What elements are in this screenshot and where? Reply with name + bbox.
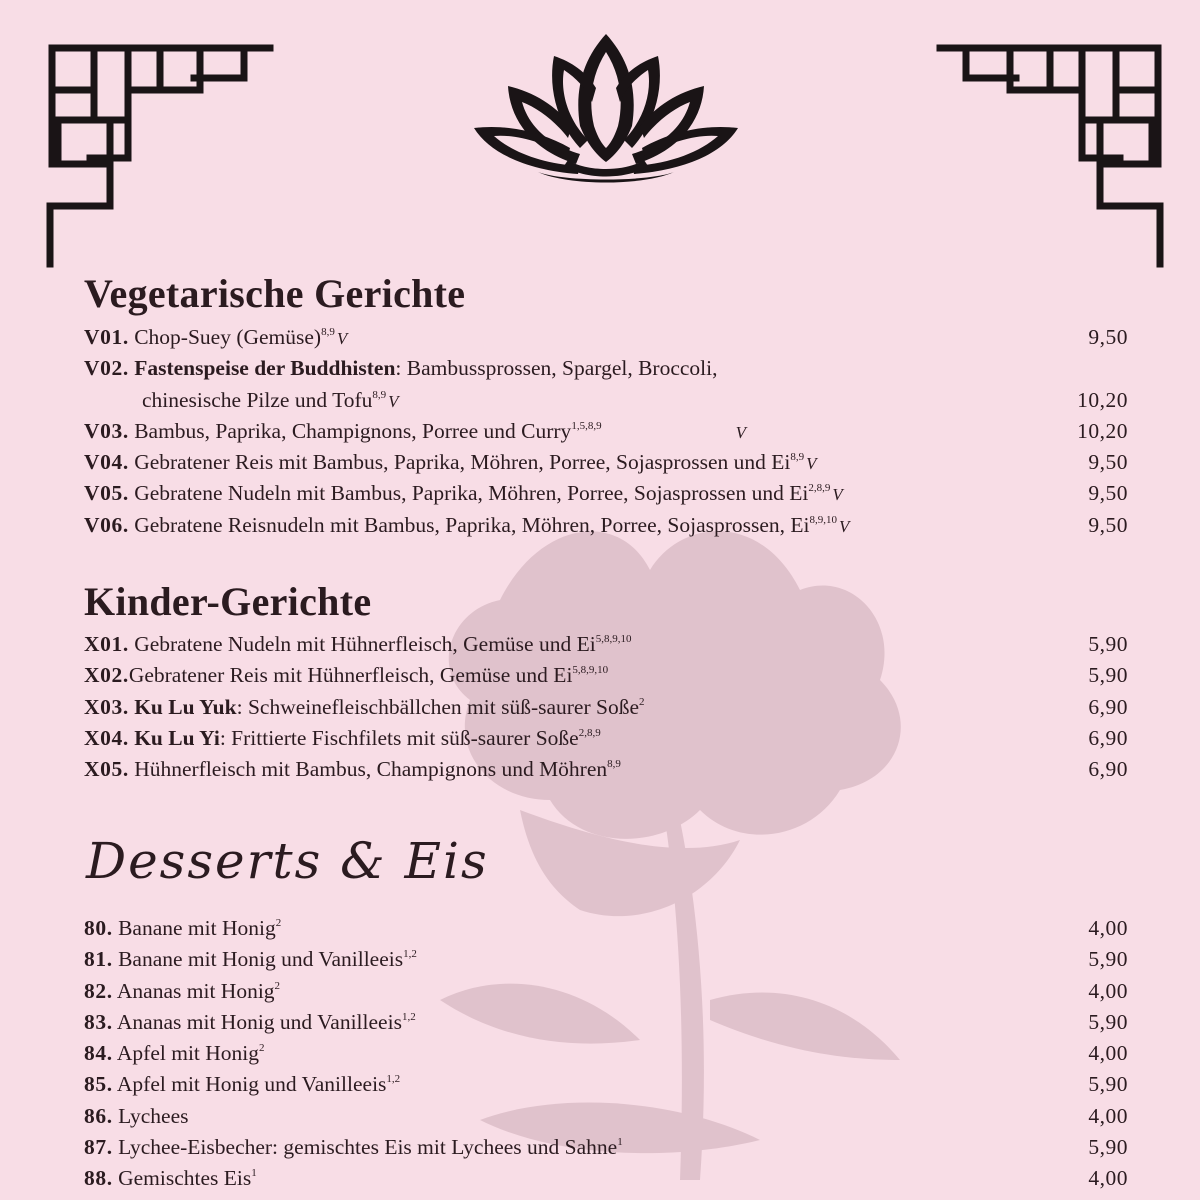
vegetarian-mark: V [832, 485, 843, 505]
item-name: Ananas mit Honig und Vanilleeis [116, 1009, 402, 1034]
menu-item [84, 1132, 1130, 1163]
item-code: 85. [84, 1072, 113, 1097]
item-description-continued: chinesische Pilze und Tofu [142, 387, 373, 412]
item-price: 6,90 [1088, 694, 1128, 719]
item-price: 10,20 [1077, 418, 1128, 443]
allergen-codes: 1,2 [401, 1010, 416, 1023]
item-price: 10,20 [1077, 387, 1128, 412]
menu-item [84, 447, 1130, 478]
menu-item [84, 1101, 1130, 1132]
item-price: 9,50 [1088, 325, 1128, 349]
menu-item [84, 754, 1130, 785]
section-title-desserts: Desserts & Eis [86, 832, 489, 890]
menu-item [84, 1007, 1130, 1038]
menu-item [84, 944, 1130, 975]
item-name: Bambus, Paprika, Champignons, Porree und Curry [134, 418, 572, 443]
item-description: : Frittierte Fischfilets mit süß-saurer Soße [219, 725, 579, 750]
allergen-codes: 5,8,9,10 [572, 664, 609, 677]
item-price: 9,50 [1088, 481, 1128, 506]
item-price: 5,90 [1088, 663, 1128, 688]
item-name: Banane mit Honig [118, 916, 276, 940]
menu-item [84, 353, 1130, 416]
menu-item [84, 976, 1130, 1007]
item-code: V03. [84, 418, 129, 443]
item-code: X05. [84, 757, 129, 782]
item-price: 9,50 [1088, 512, 1128, 537]
menu-item [84, 510, 1130, 541]
item-name: Banane mit Honig und Vanilleeis [118, 947, 404, 972]
item-code: X03. [84, 694, 129, 719]
item-price: 4,00 [1088, 1041, 1128, 1066]
item-price: 5,90 [1088, 1072, 1128, 1097]
item-code: 84. [84, 1041, 113, 1066]
menu-item [84, 478, 1130, 509]
item-name: Gebratener Reis mit Bambus, Paprika, Möhren, Porree, Sojasprossen und Ei [134, 450, 791, 475]
lotus-flower-icon [468, 30, 744, 190]
item-name: Apfel mit Honig und Vanilleeis [116, 1072, 387, 1097]
menu-item [84, 1038, 1130, 1069]
menu-item [84, 1163, 1130, 1194]
item-name: Fastenspeise der Buddhisten [134, 356, 396, 381]
allergen-codes: 2 [274, 979, 281, 992]
item-price: 4,00 [1088, 1166, 1128, 1191]
item-name: Lychees [118, 1103, 189, 1128]
allergen-codes: 2,8,9 [808, 482, 831, 495]
item-price: 5,90 [1088, 947, 1128, 972]
allergen-codes: 8,9 [790, 451, 805, 464]
menu-item [84, 416, 1130, 447]
item-code: 80. [84, 916, 113, 940]
menu-item [84, 692, 1130, 723]
item-price: 6,90 [1088, 725, 1128, 750]
item-code: 81. [84, 947, 113, 972]
item-code: 88. [84, 1166, 113, 1191]
item-name: Ananas mit Honig [116, 978, 275, 1003]
item-price: 4,00 [1088, 978, 1128, 1003]
vegetarian-list [84, 322, 1130, 541]
section-title-vegetarian: Vegetarische Gerichte [84, 271, 466, 316]
allergen-codes: 5,8,9,10 [595, 633, 632, 645]
menu-item [84, 629, 1130, 660]
item-name: Gebratene Reisnudeln mit Bambus, Paprika, Möhren, Porree, Sojasprossen, Ei [134, 512, 810, 537]
item-name: Ku Lu Yi [134, 725, 220, 750]
vegetarian-mark: V [336, 329, 348, 348]
vegetarian-mark: V [388, 391, 399, 411]
item-price: 5,90 [1088, 632, 1128, 656]
allergen-codes: 2 [275, 917, 282, 929]
item-code: X02. [84, 663, 129, 688]
menu-item [84, 723, 1130, 754]
item-name: Gebratene Nudeln mit Bambus, Paprika, Möhren, Porree, Sojasprossen und Ei [134, 481, 809, 506]
item-code: 82. [84, 978, 113, 1003]
item-code: V01. [84, 325, 129, 349]
menu-item [84, 913, 1130, 944]
menu-item [84, 660, 1130, 691]
allergen-codes: 8,9 [607, 758, 621, 771]
item-code: V06. [84, 512, 129, 537]
vegetarian-mark: V [806, 454, 817, 474]
allergen-codes: 8,9 [372, 388, 387, 401]
allergen-codes: 2,8,9 [578, 726, 601, 739]
item-description: : Bambussprossen, Spargel, Broccoli, [395, 356, 718, 381]
item-price: 9,50 [1088, 450, 1128, 475]
item-description: : Schweinefleischbällchen mit süß-saurer Soße [236, 694, 640, 719]
chinese-fret-corner-icon [44, 38, 274, 268]
item-name: Chop-Suey (Gemüse) [134, 325, 322, 349]
item-code: X01. [84, 632, 129, 656]
item-price: 4,00 [1088, 1103, 1128, 1128]
item-name: Lychee-Eisbecher: gemischtes Eis mit Lychees und Sahne [118, 1135, 618, 1160]
item-name: Hühnerfleisch mit Bambus, Champignons und Möhren [134, 757, 608, 782]
vegetarian-mark: V [735, 422, 746, 442]
section-title-kids: Kinder-Gerichte [84, 579, 372, 624]
item-code: V02. [84, 356, 129, 381]
allergen-codes: 1 [617, 1136, 623, 1149]
allergen-codes: 1,2 [403, 948, 417, 961]
allergen-codes: 1 [251, 1167, 257, 1180]
desserts-list [84, 913, 1130, 1195]
item-code: X04. [84, 725, 129, 750]
item-name: Gebratener Reis mit Hühnerfleisch, Gemüse und Ei [128, 663, 573, 688]
item-price: 4,00 [1088, 916, 1128, 940]
menu-item [84, 322, 1130, 353]
item-name: Apfel mit Honig [116, 1041, 260, 1066]
menu-item [84, 1069, 1130, 1100]
chinese-fret-corner-icon [936, 38, 1166, 268]
vegetarian-mark: V [839, 516, 850, 536]
item-price: 6,90 [1088, 757, 1128, 782]
kids-list [84, 629, 1130, 785]
item-code: V04. [84, 450, 129, 475]
allergen-codes: 1,5,8,9 [571, 419, 602, 432]
allergen-codes: 8,9 [321, 326, 335, 338]
item-name: Ku Lu Yuk [134, 694, 237, 719]
item-price: 5,90 [1088, 1009, 1128, 1034]
item-code: 87. [84, 1135, 113, 1160]
item-name: Gemischtes Eis [118, 1166, 252, 1191]
item-price: 5,90 [1088, 1135, 1128, 1160]
item-code: V05. [84, 481, 129, 506]
allergen-codes: 8,9,10 [809, 513, 838, 526]
allergen-codes: 1,2 [386, 1073, 401, 1086]
item-code: 83. [84, 1009, 113, 1034]
allergen-codes: 2 [639, 695, 645, 708]
allergen-codes: 2 [259, 1042, 265, 1055]
item-code: 86. [84, 1103, 113, 1128]
item-name: Gebratene Nudeln mit Hühnerfleisch, Gemüse und Ei [134, 632, 596, 656]
